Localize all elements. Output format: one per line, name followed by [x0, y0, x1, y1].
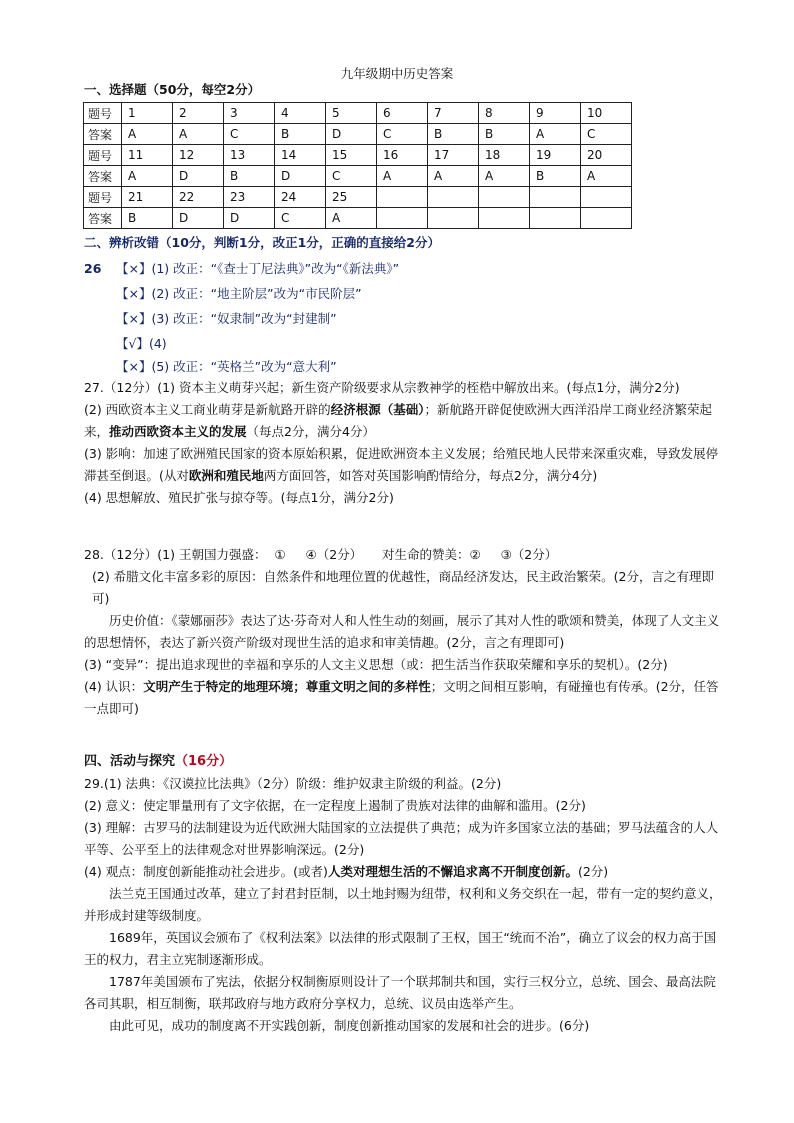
q27-part4: (4) 思想解放、殖民扩张与掠夺等。(每点1分，满分2分): [84, 490, 394, 505]
q27-block: [84, 377, 724, 509]
q26-item-3: 【×】(3) 改正：“奴隶制”改为“封建制”: [116, 311, 337, 326]
answer-cell: 2: [173, 103, 224, 124]
q26-item-1: 【×】(1) 改正：“《查士丁尼法典》”改为“《新法典》”: [116, 261, 400, 276]
q29-usa-paragraph: 1787年美国颁布了宪法，依据分权制衡原则设计了一个联邦制共和国，实行三权分立，总统、国会、最高法院各司其职，相互制衡，联邦政府与地方政府分享权力，总统、议员由选举产生。: [84, 974, 716, 1011]
answer-cell: A: [122, 124, 173, 145]
answer-cell: B: [122, 208, 173, 229]
q27-part2-b: 经济根源（基础）: [330, 402, 425, 417]
answer-cell: [530, 208, 581, 229]
answer-cell: 15: [326, 145, 377, 166]
q29-block: [84, 773, 724, 1037]
answer-cell: A: [428, 166, 479, 187]
answer-table-row: [84, 208, 632, 229]
row-label: 题号: [84, 145, 122, 166]
answer-cell: 6: [377, 103, 428, 124]
answer-cell: [581, 208, 632, 229]
document-title: 九年级期中历史答案: [340, 66, 454, 81]
q27-part2-e: （每点2分，满分4分）: [246, 424, 375, 439]
answer-cell: [479, 208, 530, 229]
answer-cell: D: [173, 166, 224, 187]
answer-cell: D: [326, 124, 377, 145]
answer-cell: [530, 187, 581, 208]
answer-table-row: [84, 187, 632, 208]
answer-cell: 5: [326, 103, 377, 124]
q28-part3: (3) “变异”：提出追求现世的幸福和享乐的人文主义思想（或：把生活当作获取荣耀和享乐的契机）。(2分): [84, 657, 668, 672]
section4-title: 四、活动与探究: [84, 754, 176, 769]
answer-cell: 13: [224, 145, 275, 166]
answer-cell: A: [122, 166, 173, 187]
q29-part1: 29.(1) 法典：《汉谟拉比法典》（2分）阶级：维护奴隶主阶级的利益。(2分): [84, 776, 502, 791]
answer-cell: [428, 208, 479, 229]
answer-cell: 8: [479, 103, 530, 124]
answer-cell: A: [479, 166, 530, 187]
q28-part4: [84, 676, 724, 720]
q27-part3-a: (3) 影响：加速了欧洲殖民国家的资本原始积累，促进欧洲资本主义发展；给殖民地人民带来深重灾难，导致发展停滞甚至倒退。(从对: [84, 446, 719, 483]
answer-cell: 17: [428, 145, 479, 166]
answer-cell: B: [224, 166, 275, 187]
answer-cell: B: [428, 124, 479, 145]
answer-cell: D: [224, 208, 275, 229]
answer-cell: [428, 187, 479, 208]
row-label: 答案: [84, 124, 122, 145]
q28-history-value: 历史价值：《蒙娜丽莎》表达了达·芬奇对人和人性生动的刻画，展示了其对人性的歌颂和赞美，体现了人文主义的思想情怀，表达了新兴资产阶级对现世生活的追求和审美情趣。(2分，言之有理即可): [84, 613, 720, 650]
answer-cell: 12: [173, 145, 224, 166]
q29-part3: (3) 理解：古罗马的法制建设为近代欧洲大陆国家的立法提供了典范；成为许多国家立法的基础；罗马法蕴含的人人平等、公平至上的法律观念对世界影响深远。(2分): [84, 820, 719, 857]
answer-cell: 9: [530, 103, 581, 124]
answer-cell: 3: [224, 103, 275, 124]
answer-cell: A: [377, 166, 428, 187]
row-label: 题号: [84, 187, 122, 208]
answer-cell: C: [377, 124, 428, 145]
section2-heading: 二、辨析改错（10分，判断1分，改正1分，正确的直接给2分）: [84, 235, 440, 250]
q29-conclusion-paragraph: 由此可见，成功的制度离不开实践创新，制度创新推动国家的发展和社会的进步。(6分): [109, 1018, 590, 1033]
answer-cell: C: [275, 208, 326, 229]
q27-part1: 27.（12分）(1) 资本主义萌芽兴起；新生资产阶级要求从宗教神学的桎梏中解放出来。(每点1分，满分2分): [84, 380, 680, 395]
answer-cell: 10: [581, 103, 632, 124]
q28-part4-b: 文明产生于特定的地理环境；尊重文明之间的多样性: [143, 679, 431, 694]
answer-cell: A: [581, 166, 632, 187]
row-label: 题号: [84, 103, 122, 124]
section4-heading: [84, 752, 232, 772]
answer-cell: [377, 187, 428, 208]
q29-part2: (2) 意义：使定罪量刑有了文字依据，在一定程度上遏制了贵族对法律的曲解和滥用。(2分): [84, 798, 586, 813]
q28-part4-c: ；文明之间相互影响，有碰撞也有传承。(2分，任答一点即可): [84, 679, 719, 716]
answer-cell: 1: [122, 103, 173, 124]
row-label: 答案: [84, 208, 122, 229]
answer-table-row: [84, 166, 632, 187]
q26-item-2: 【×】(2) 改正：“地主阶层”改为“市民阶层”: [116, 286, 362, 301]
q27-part3: [84, 443, 724, 487]
answer-table-row: [84, 124, 632, 145]
answer-cell: D: [173, 208, 224, 229]
answer-cell: 4: [275, 103, 326, 124]
answer-cell: 22: [173, 187, 224, 208]
q27-part2-d: 推动西欧资本主义的发展: [109, 424, 247, 439]
row-label: 答案: [84, 166, 122, 187]
q28-part2: (2) 希腊文化丰富多彩的原因：自然条件和地理位置的优越性，商品经济发达，民主政治繁荣。(2分，言之有理即可): [92, 569, 715, 606]
answer-cell: A: [326, 208, 377, 229]
answer-cell: C: [224, 124, 275, 145]
q26-item-4: 【√】(4): [116, 336, 167, 351]
q29-england-paragraph: 1689年，英国议会颁布了《权利法案》以法律的形式限制了王权，国王“统而不治”，确立了议会的权力高于国王的权力，君主立宪制逐渐形成。: [84, 930, 717, 967]
q28-part1: 28.（12分）(1) 王朝国力强盛： ① ④（2分） 对生命的赞美：② ③（2分）: [84, 547, 558, 562]
answer-cell: A: [173, 124, 224, 145]
q27-part3-c: 两方面回答，如答对英国影响酌情给分，每点2分，满分4分): [263, 468, 598, 483]
q26-number: 26: [84, 261, 102, 276]
answer-cell: B: [479, 124, 530, 145]
q27-part2: [84, 399, 724, 443]
answer-cell: [479, 187, 530, 208]
q27-part2-c: ；新航路开辟促使欧洲大西洋沿岸工商业经济繁荣起来，: [84, 402, 712, 439]
answer-cell: [581, 187, 632, 208]
answer-cell: A: [530, 124, 581, 145]
answer-cell: C: [326, 166, 377, 187]
answer-cell: 20: [581, 145, 632, 166]
answer-table-row: [84, 103, 632, 124]
answer-cell: B: [275, 124, 326, 145]
answer-cell: B: [530, 166, 581, 187]
answer-cell: 14: [275, 145, 326, 166]
q29-part4-a: (4) 观点：制度创新能推动社会进步。(或者): [84, 864, 328, 879]
answer-cell: 11: [122, 145, 173, 166]
q26-item-5: 【×】(5) 改正：“英格兰”改为“意大利”: [116, 359, 337, 374]
answer-cell: 23: [224, 187, 275, 208]
answer-table: [83, 102, 632, 229]
q28-part4-a: (4) 认识：: [84, 679, 144, 694]
q27-part2-a: (2) 西欧资本主义工商业萌芽是新航路开辟的: [84, 402, 331, 417]
answer-cell: 16: [377, 145, 428, 166]
answer-cell: 24: [275, 187, 326, 208]
q27-part3-b: 欧洲和殖民地: [188, 468, 264, 483]
answer-cell: 21: [122, 187, 173, 208]
section4-score: （16分）: [175, 754, 233, 769]
answer-cell: 19: [530, 145, 581, 166]
answer-table-row: [84, 145, 632, 166]
answer-cell: D: [275, 166, 326, 187]
answer-cell: [377, 208, 428, 229]
q29-part4: [84, 861, 724, 883]
q29-part4-c: (2分): [577, 864, 609, 879]
section1-heading: 一、选择题（50分，每空2分）: [84, 82, 261, 97]
answer-cell: 7: [428, 103, 479, 124]
q29-frankish-paragraph: 法兰克王国通过改革，建立了封君封臣制，以土地封赐为纽带，权利和义务交织在一起，带有一定的契约意义，并形成封建等级制度。: [84, 886, 722, 923]
q28-block: [84, 544, 724, 720]
answer-cell: 18: [479, 145, 530, 166]
q29-part4-b: 人类对理想生活的不懈追求离不开制度创新。: [327, 864, 578, 879]
answer-cell: 25: [326, 187, 377, 208]
answer-cell: C: [581, 124, 632, 145]
